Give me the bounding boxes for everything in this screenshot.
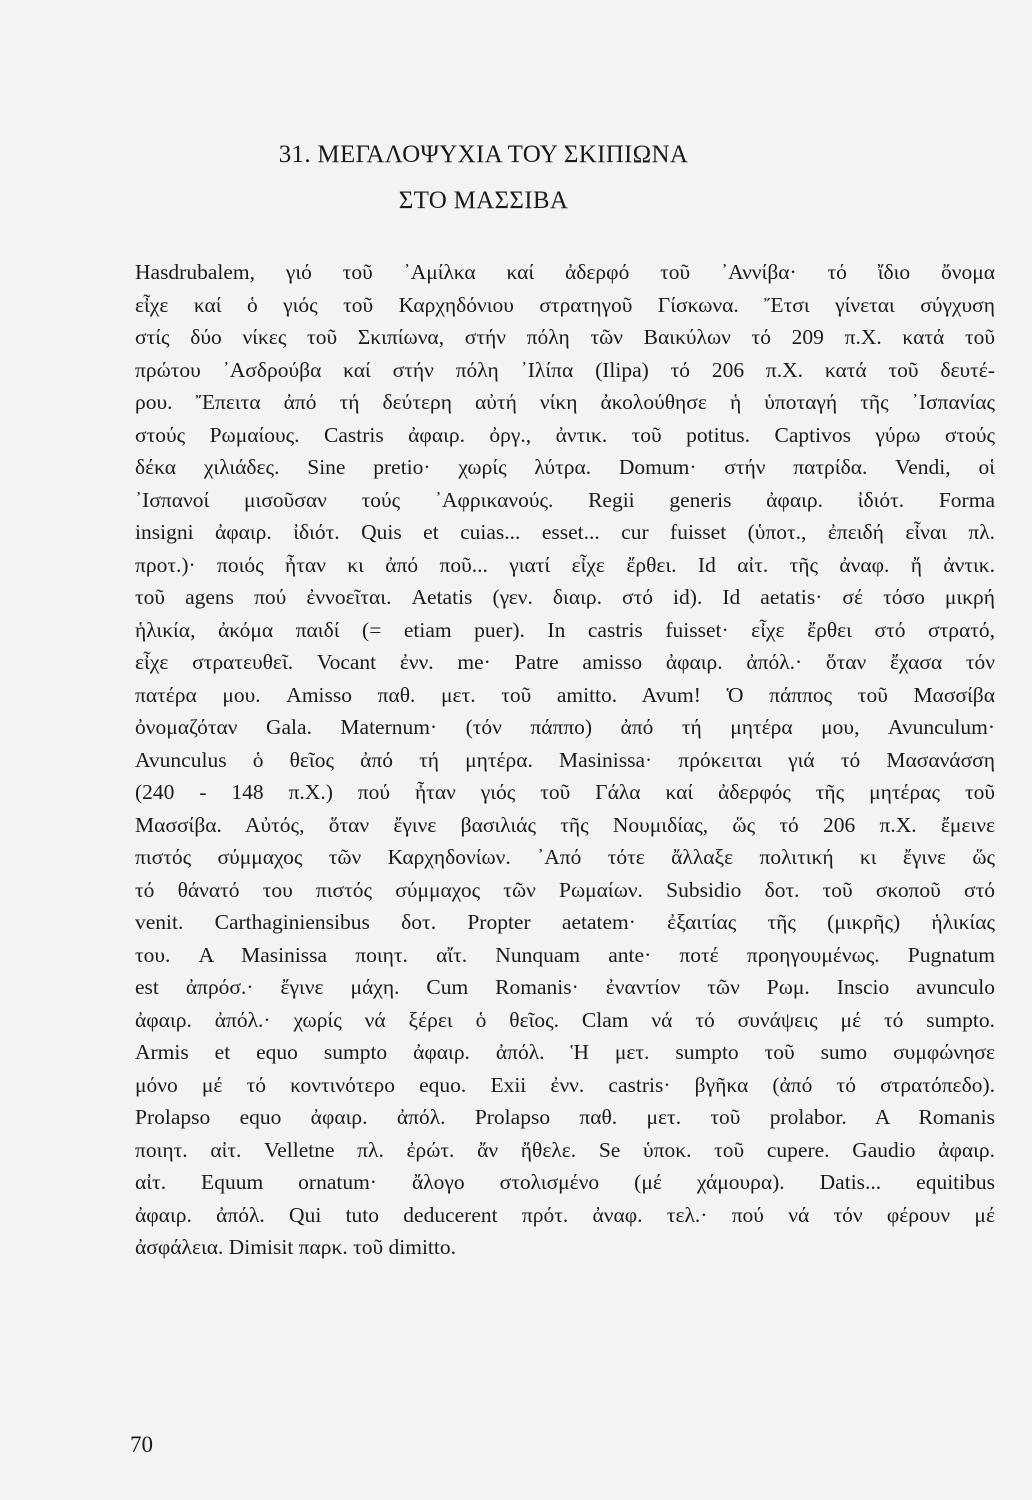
text-line: (240 - 148 π.Χ.) πού ἦταν γιός τοῦ Γάλα καί ἀδερφός τῆς μητέρας τοῦ (135, 780, 995, 804)
text-line: ἀσφάλεια. Dimisit παρκ. τοῦ dimitto. (135, 1235, 456, 1259)
text-line: τό θάνατό του πιστός σύμμαχος τῶν Ρωμαίων. Subsidio δοτ. τοῦ σκοποῦ στό (135, 877, 995, 902)
text-line: πιστός σύμμαχος τῶν Καρχηδονίων. ᾽Από τότε ἄλλαξε πολιτική κι ἔγινε ὥς (135, 845, 995, 869)
text-line: αἰτ. Equum ornatum· ἄλογο στολισμένο (μέ χάμουρα). Datis... equitibus (135, 1170, 995, 1194)
text-line: του. A Masinissa ποιητ. αἴτ. Nunquam ante· ποτέ προηγουμένως. Pugnatum (135, 942, 995, 967)
text-line: Μασσίβα. Αὐτός, ὅταν ἔγινε βασιλιάς τῆς Νουμιδίας, ὥς τό 206 π.Χ. ἔμεινε (135, 812, 995, 837)
text-line: εἶχε καί ὁ γιός τοῦ Καρχηδόνιου στρατηγοῦ Γίσκωνα. Ἔτσι γίνεται σύγχυση (135, 292, 995, 317)
text-line: ἡλικία, ἀκόμα παιδί (= etiam puer). In castris fuisset· εἶχε ἔρθει στό στρατό, (135, 617, 995, 642)
text-line: ἀφαιρ. ἀπόλ.· χωρίς νά ξέρει ὁ θεῖος. Clam νά τό συνάψεις μέ τό sumpto. (135, 1007, 995, 1032)
text-line: εἶχε στρατευθεῖ. Vocant ἐνν. me· Patre amisso ἀφαιρ. ἀπόλ.· ὅταν ἔχασα τόν (135, 650, 995, 674)
text-line: venit. Carthaginiensibus δοτ. Propter aetatem· ἐξαιτίας τῆς (μικρῆς) ἡλικίας (135, 910, 995, 934)
text-line: est ἀπρόσ.· ἔγινε μάχη. Cum Romanis· ἐναντίον τῶν Ρωμ. Inscio avunculo (135, 975, 995, 999)
text-line: Avunculus ὁ θεῖος ἀπό τή μητέρα. Masinissa· πρόκειται γιά τό Μασανάσση (135, 747, 995, 772)
text-line: στίς δύο νίκες τοῦ Σκιπίωνα, στήν πόλη τῶν Βαικύλων τό 209 π.Χ. κατά τοῦ (135, 325, 995, 349)
text-line: insigni ἀφαιρ. ἰδιότ. Quis et cuias... esset... cur fuisset (ὑποτ., ἐπειδή εἶναι πλ. (135, 520, 995, 544)
text-line: πατέρα μου. Amisso παθ. μετ. τοῦ amitto. Avum! Ὁ πάππος τοῦ Μασσίβα (135, 682, 995, 707)
chapter-title-line-2: ΣΤΟ ΜΑΣΣΙΒΑ (398, 187, 569, 214)
text-line: μόνο μέ τό κοντινότερο equo. Exii ἐνν. castris· βγῆκα (ἀπό τό στρατόπεδο). (135, 1072, 995, 1097)
text-line: πρώτου ᾽Ασδρούβα καί στήν πόλη ᾽Ιλίπα (Ilipa) τό 206 π.Χ. κατά τοῦ δευτέ- (135, 357, 995, 382)
text-line: ὀνομαζόταν Gala. Maternum· (τόν πάππο) ἀπό τή μητέρα μου, Avunculum· (135, 715, 995, 739)
text-line: προτ.)· ποιός ἦταν κι ἀπό ποῦ... γιατί εἶχε ἔρθει. Id αἰτ. τῆς ἀναφ. ἤ ἀντικ. (135, 552, 995, 577)
chapter-title-line-1: 31. ΜΕΓΑΛΟΨΥΧΙΑ ΤΟΥ ΣΚΙΠΙΩΝΑ (278, 141, 689, 168)
chapter-title (0, 132, 1032, 224)
text-line: Armis et equo sumpto ἀφαιρ. ἀπόλ. Ἡ μετ. sumpto τοῦ sumo συμφώνησε (135, 1040, 995, 1064)
text-line: τοῦ agens πού ἐννοεῖται. Aetatis (γεν. διαιρ. στό id). Id aetatis· σέ τόσο μικρή (135, 585, 995, 609)
page-number: 70 (130, 1432, 153, 1457)
text-line: ρου. Ἔπειτα ἀπό τή δεύτερη αὐτή νίκη ἀκολούθησε ἡ ὑποταγή τῆς ᾽Ισπανίας (135, 390, 995, 414)
text-line: ποιητ. αἰτ. Velletne πλ. ἐρώτ. ἄν ἤθελε. Se ὑποκ. τοῦ cupere. Gaudio ἀφαιρ. (135, 1137, 995, 1162)
text-line: ᾽Ισπανοί μισοῦσαν τούς ᾽Αφρικανούς. Regii generis ἀφαιρ. ἰδιότ. Forma (135, 487, 995, 512)
text-line: Prolapso equo ἀφαιρ. ἀπόλ. Prolapso παθ. μετ. τοῦ prolabor. A Romanis (135, 1105, 995, 1129)
commentary-text (135, 256, 995, 1264)
text-line: στούς Ρωμαίους. Castris ἀφαιρ. ὀργ., ἀντικ. τοῦ potitus. Captivos γύρω στούς (135, 422, 995, 447)
text-line: δέκα χιλιάδες. Sine pretio· χωρίς λύτρα. Domum· στήν πατρίδα. Vendi, οἱ (135, 455, 995, 479)
text-line: ἀφαιρ. ἀπόλ. Qui tuto deducerent πρότ. ἀναφ. τελ.· πού νά τόν φέρουν μέ (135, 1202, 995, 1227)
text-line: Hasdrubalem, γιό τοῦ ᾽Αμίλκα καί ἀδερφό τοῦ ᾽Αννίβα· τό ἴδιο ὄνομα (135, 260, 995, 284)
